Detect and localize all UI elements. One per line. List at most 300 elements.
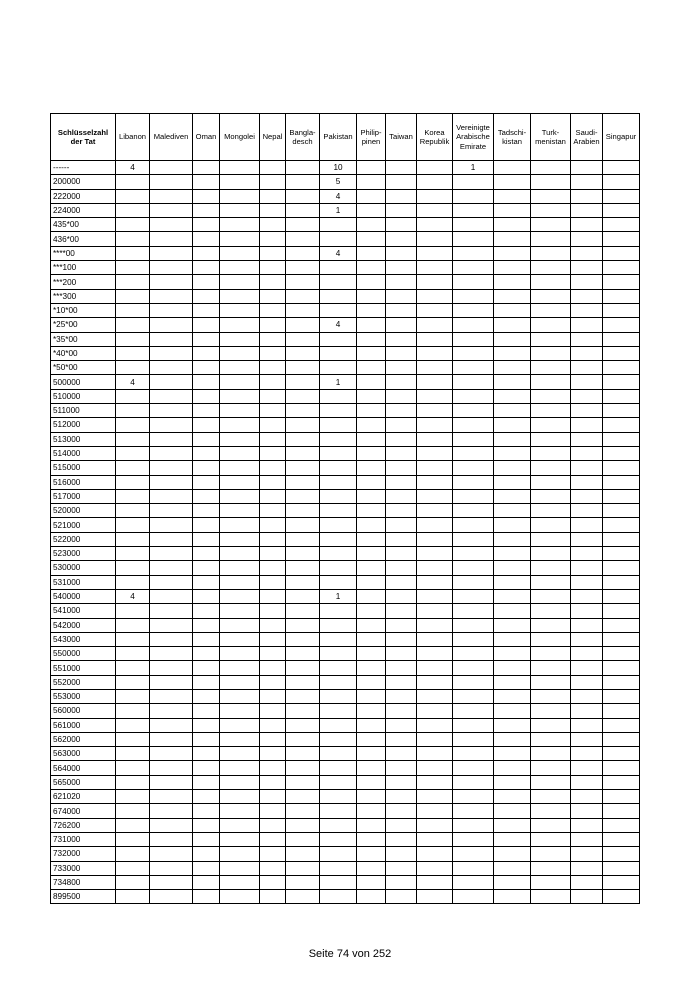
table-row: [51, 346, 640, 360]
count-cell: [417, 761, 453, 775]
count-cell: [193, 704, 220, 718]
table-row: [51, 804, 640, 818]
count-cell: [260, 246, 286, 260]
count-cell: [116, 604, 150, 618]
count-cell: [603, 318, 640, 332]
count-cell: [386, 346, 417, 360]
offense-key-cell: 551000: [51, 661, 116, 675]
count-cell: [150, 861, 193, 875]
count-cell: [286, 475, 320, 489]
count-cell: [417, 547, 453, 561]
count-cell: [150, 404, 193, 418]
count-cell: [150, 732, 193, 746]
count-cell: [386, 732, 417, 746]
count-cell: [320, 303, 357, 317]
page-footer: Seite 74 von 252: [308, 948, 392, 960]
count-cell: [286, 346, 320, 360]
count-cell: [357, 389, 386, 403]
count-cell: [386, 361, 417, 375]
count-cell: [453, 275, 494, 289]
table-row: [51, 689, 640, 703]
count-cell: [260, 432, 286, 446]
offense-key-cell: 550000: [51, 647, 116, 661]
count-cell: [603, 832, 640, 846]
count-cell: [220, 261, 260, 275]
count-cell: [150, 475, 193, 489]
count-cell: [220, 175, 260, 189]
count-cell: [571, 461, 603, 475]
count-cell: [417, 303, 453, 317]
count-cell: [357, 332, 386, 346]
offense-key-cell: 512000: [51, 418, 116, 432]
count-cell: [320, 361, 357, 375]
count-cell: [116, 718, 150, 732]
count-cell: [453, 318, 494, 332]
count-cell: [417, 861, 453, 875]
table-row: [51, 261, 640, 275]
count-cell: [386, 689, 417, 703]
count-cell: [260, 575, 286, 589]
count-cell: [494, 861, 531, 875]
count-cell: [453, 661, 494, 675]
table-row: [51, 747, 640, 761]
count-cell: [220, 704, 260, 718]
offense-key-cell: ***100: [51, 261, 116, 275]
count-cell: [453, 532, 494, 546]
count-cell: [571, 532, 603, 546]
count-cell: [386, 618, 417, 632]
count-cell: [494, 332, 531, 346]
table-row: [51, 732, 640, 746]
count-cell: [531, 289, 571, 303]
table-row: [51, 632, 640, 646]
count-cell: [220, 661, 260, 675]
count-cell: [386, 532, 417, 546]
column-header-country: Singapur: [603, 114, 640, 161]
table-row: [51, 661, 640, 675]
count-cell: [320, 418, 357, 432]
count-cell: [386, 475, 417, 489]
count-cell: [453, 432, 494, 446]
count-cell: [150, 261, 193, 275]
count-cell: [260, 875, 286, 889]
count-cell: [531, 532, 571, 546]
count-cell: [494, 761, 531, 775]
count-cell: [220, 361, 260, 375]
count-cell: [386, 589, 417, 603]
count-cell: [571, 618, 603, 632]
count-cell: [260, 775, 286, 789]
count-cell: [193, 261, 220, 275]
count-cell: [320, 346, 357, 360]
count-cell: [417, 189, 453, 203]
count-cell: [150, 418, 193, 432]
count-cell: [320, 647, 357, 661]
count-cell: [260, 275, 286, 289]
count-cell: [260, 175, 286, 189]
count-cell: [417, 318, 453, 332]
count-cell: [417, 432, 453, 446]
count-cell: [320, 575, 357, 589]
count-cell: [220, 203, 260, 217]
count-cell: [571, 790, 603, 804]
offense-key-cell: ***200: [51, 275, 116, 289]
column-header-country: Korea Republik: [417, 114, 453, 161]
count-cell: [603, 189, 640, 203]
count-cell: 4: [320, 189, 357, 203]
count-cell: [220, 718, 260, 732]
count-cell: [531, 589, 571, 603]
count-cell: [193, 504, 220, 518]
count-cell: [220, 689, 260, 703]
count-cell: [260, 818, 286, 832]
count-cell: [571, 561, 603, 575]
count-cell: [150, 432, 193, 446]
count-cell: [116, 461, 150, 475]
table-row: [51, 303, 640, 317]
count-cell: [571, 303, 603, 317]
offense-key-cell: 517000: [51, 489, 116, 503]
count-cell: [150, 661, 193, 675]
count-cell: [220, 446, 260, 460]
count-cell: [531, 389, 571, 403]
count-cell: [320, 890, 357, 904]
count-cell: [286, 361, 320, 375]
count-cell: [453, 875, 494, 889]
count-cell: [386, 232, 417, 246]
count-cell: [531, 575, 571, 589]
count-cell: [260, 847, 286, 861]
count-cell: [571, 375, 603, 389]
count-cell: [494, 847, 531, 861]
count-cell: [286, 547, 320, 561]
count-cell: [571, 604, 603, 618]
count-cell: [260, 332, 286, 346]
count-cell: [494, 518, 531, 532]
count-cell: [571, 361, 603, 375]
count-cell: [193, 775, 220, 789]
count-cell: [260, 661, 286, 675]
count-cell: [193, 647, 220, 661]
count-cell: [494, 732, 531, 746]
count-cell: [260, 261, 286, 275]
count-cell: [386, 604, 417, 618]
count-cell: [386, 489, 417, 503]
count-cell: [603, 847, 640, 861]
count-cell: [571, 432, 603, 446]
count-cell: [386, 504, 417, 518]
count-cell: [220, 532, 260, 546]
count-cell: [357, 404, 386, 418]
count-cell: [417, 361, 453, 375]
count-cell: [193, 361, 220, 375]
count-cell: [603, 647, 640, 661]
count-cell: [116, 475, 150, 489]
column-header-country: Philip- pinen: [357, 114, 386, 161]
count-cell: [260, 632, 286, 646]
count-cell: [453, 375, 494, 389]
count-cell: [386, 289, 417, 303]
count-cell: [193, 790, 220, 804]
count-cell: [357, 518, 386, 532]
count-cell: [417, 561, 453, 575]
count-cell: [357, 561, 386, 575]
count-cell: [357, 246, 386, 260]
count-cell: [417, 604, 453, 618]
count-cell: [386, 432, 417, 446]
count-cell: [417, 418, 453, 432]
count-cell: [286, 761, 320, 775]
count-cell: [386, 647, 417, 661]
count-cell: [260, 346, 286, 360]
count-cell: [494, 504, 531, 518]
count-cell: [193, 675, 220, 689]
count-cell: [603, 547, 640, 561]
count-cell: [386, 775, 417, 789]
count-cell: [357, 275, 386, 289]
count-cell: [531, 318, 571, 332]
table-row: [51, 203, 640, 217]
count-cell: [531, 632, 571, 646]
count-cell: [260, 747, 286, 761]
count-cell: [603, 561, 640, 575]
offense-key-cell: 541000: [51, 604, 116, 618]
count-cell: [220, 761, 260, 775]
count-cell: [531, 504, 571, 518]
count-cell: [494, 532, 531, 546]
count-cell: [571, 203, 603, 217]
count-cell: [494, 461, 531, 475]
count-cell: [357, 346, 386, 360]
count-cell: [531, 818, 571, 832]
count-cell: [571, 732, 603, 746]
count-cell: [220, 332, 260, 346]
count-cell: [603, 375, 640, 389]
count-cell: [193, 747, 220, 761]
offense-key-cell: 540000: [51, 589, 116, 603]
table-row: [51, 518, 640, 532]
count-cell: [494, 561, 531, 575]
count-cell: [116, 261, 150, 275]
count-cell: [116, 747, 150, 761]
count-cell: [116, 861, 150, 875]
count-cell: [193, 847, 220, 861]
count-cell: [494, 747, 531, 761]
count-cell: [193, 189, 220, 203]
column-header-country: Turk- menistan: [531, 114, 571, 161]
count-cell: [531, 418, 571, 432]
count-cell: [116, 418, 150, 432]
count-cell: [116, 704, 150, 718]
count-cell: [150, 189, 193, 203]
count-cell: [357, 446, 386, 460]
count-cell: [193, 861, 220, 875]
count-cell: [193, 575, 220, 589]
count-cell: [417, 332, 453, 346]
count-cell: [320, 275, 357, 289]
count-cell: [531, 446, 571, 460]
count-cell: [260, 804, 286, 818]
count-cell: [417, 689, 453, 703]
count-cell: [386, 404, 417, 418]
count-cell: [286, 261, 320, 275]
column-header-country: Bangla- desch: [286, 114, 320, 161]
count-cell: [603, 761, 640, 775]
count-cell: [494, 389, 531, 403]
count-cell: [260, 504, 286, 518]
count-cell: [260, 518, 286, 532]
count-cell: [603, 804, 640, 818]
offense-key-cell: ****00: [51, 246, 116, 260]
column-header-country: Tadschi- kistan: [494, 114, 531, 161]
count-cell: [286, 446, 320, 460]
count-cell: [417, 675, 453, 689]
count-cell: [603, 161, 640, 175]
count-cell: [531, 232, 571, 246]
count-cell: [357, 318, 386, 332]
count-cell: [531, 718, 571, 732]
count-cell: [286, 504, 320, 518]
count-cell: [193, 818, 220, 832]
count-cell: [531, 732, 571, 746]
table-row: [51, 446, 640, 460]
count-cell: 10: [320, 161, 357, 175]
count-cell: [116, 303, 150, 317]
count-cell: [603, 775, 640, 789]
count-cell: [357, 775, 386, 789]
count-cell: [453, 489, 494, 503]
count-cell: [116, 890, 150, 904]
count-cell: [320, 861, 357, 875]
count-cell: [286, 832, 320, 846]
count-cell: [494, 489, 531, 503]
count-cell: [571, 804, 603, 818]
count-cell: [116, 389, 150, 403]
offense-key-cell: 515000: [51, 461, 116, 475]
count-cell: [494, 775, 531, 789]
table-row: [51, 504, 640, 518]
count-cell: [220, 818, 260, 832]
count-cell: [603, 618, 640, 632]
count-cell: [220, 318, 260, 332]
count-cell: [220, 475, 260, 489]
count-cell: [603, 790, 640, 804]
count-cell: [320, 504, 357, 518]
count-cell: [417, 890, 453, 904]
count-cell: [494, 175, 531, 189]
offense-key-cell: 674000: [51, 804, 116, 818]
count-cell: [116, 832, 150, 846]
count-cell: [150, 518, 193, 532]
count-cell: [320, 675, 357, 689]
table-row: [51, 704, 640, 718]
count-cell: [357, 632, 386, 646]
count-cell: [603, 361, 640, 375]
count-cell: [357, 847, 386, 861]
count-cell: [260, 832, 286, 846]
count-cell: [286, 704, 320, 718]
count-cell: [494, 246, 531, 260]
count-cell: [357, 161, 386, 175]
table-row: [51, 475, 640, 489]
count-cell: [220, 346, 260, 360]
count-cell: [220, 575, 260, 589]
count-cell: [531, 547, 571, 561]
count-cell: [417, 790, 453, 804]
offense-key-cell: *40*00: [51, 346, 116, 360]
count-cell: [494, 675, 531, 689]
count-cell: [531, 561, 571, 575]
count-cell: [453, 890, 494, 904]
count-cell: [531, 275, 571, 289]
count-cell: [320, 561, 357, 575]
count-cell: 5: [320, 175, 357, 189]
count-cell: [193, 875, 220, 889]
offense-key-cell: 510000: [51, 389, 116, 403]
count-cell: [357, 861, 386, 875]
count-cell: [603, 461, 640, 475]
count-cell: [453, 203, 494, 217]
count-cell: [193, 761, 220, 775]
count-cell: [531, 203, 571, 217]
count-cell: [220, 547, 260, 561]
count-cell: [603, 475, 640, 489]
count-cell: [453, 761, 494, 775]
count-cell: [260, 289, 286, 303]
count-cell: [286, 732, 320, 746]
table-row: [51, 232, 640, 246]
count-cell: [603, 346, 640, 360]
count-cell: [193, 475, 220, 489]
offense-key-cell: 732000: [51, 847, 116, 861]
count-cell: [286, 890, 320, 904]
count-cell: [320, 689, 357, 703]
count-cell: [150, 275, 193, 289]
count-cell: [386, 790, 417, 804]
count-cell: [116, 875, 150, 889]
count-cell: [417, 275, 453, 289]
count-cell: [453, 575, 494, 589]
offense-key-cell: 522000: [51, 532, 116, 546]
count-cell: [417, 446, 453, 460]
count-cell: [417, 532, 453, 546]
count-cell: [320, 704, 357, 718]
count-cell: [116, 661, 150, 675]
count-cell: [193, 446, 220, 460]
count-cell: [357, 289, 386, 303]
table-row: [51, 718, 640, 732]
count-cell: [453, 647, 494, 661]
table-row: [51, 618, 640, 632]
offense-key-cell: 513000: [51, 432, 116, 446]
count-cell: [116, 804, 150, 818]
count-cell: [417, 246, 453, 260]
count-cell: [357, 761, 386, 775]
offense-key-cell: 224000: [51, 203, 116, 217]
table-row: [51, 647, 640, 661]
count-cell: [220, 489, 260, 503]
offense-key-cell: 523000: [51, 547, 116, 561]
count-cell: [571, 675, 603, 689]
count-cell: [260, 890, 286, 904]
count-cell: [531, 346, 571, 360]
count-cell: [386, 575, 417, 589]
count-cell: [320, 404, 357, 418]
count-cell: [453, 718, 494, 732]
count-cell: [494, 475, 531, 489]
count-cell: [571, 332, 603, 346]
count-cell: 4: [116, 375, 150, 389]
